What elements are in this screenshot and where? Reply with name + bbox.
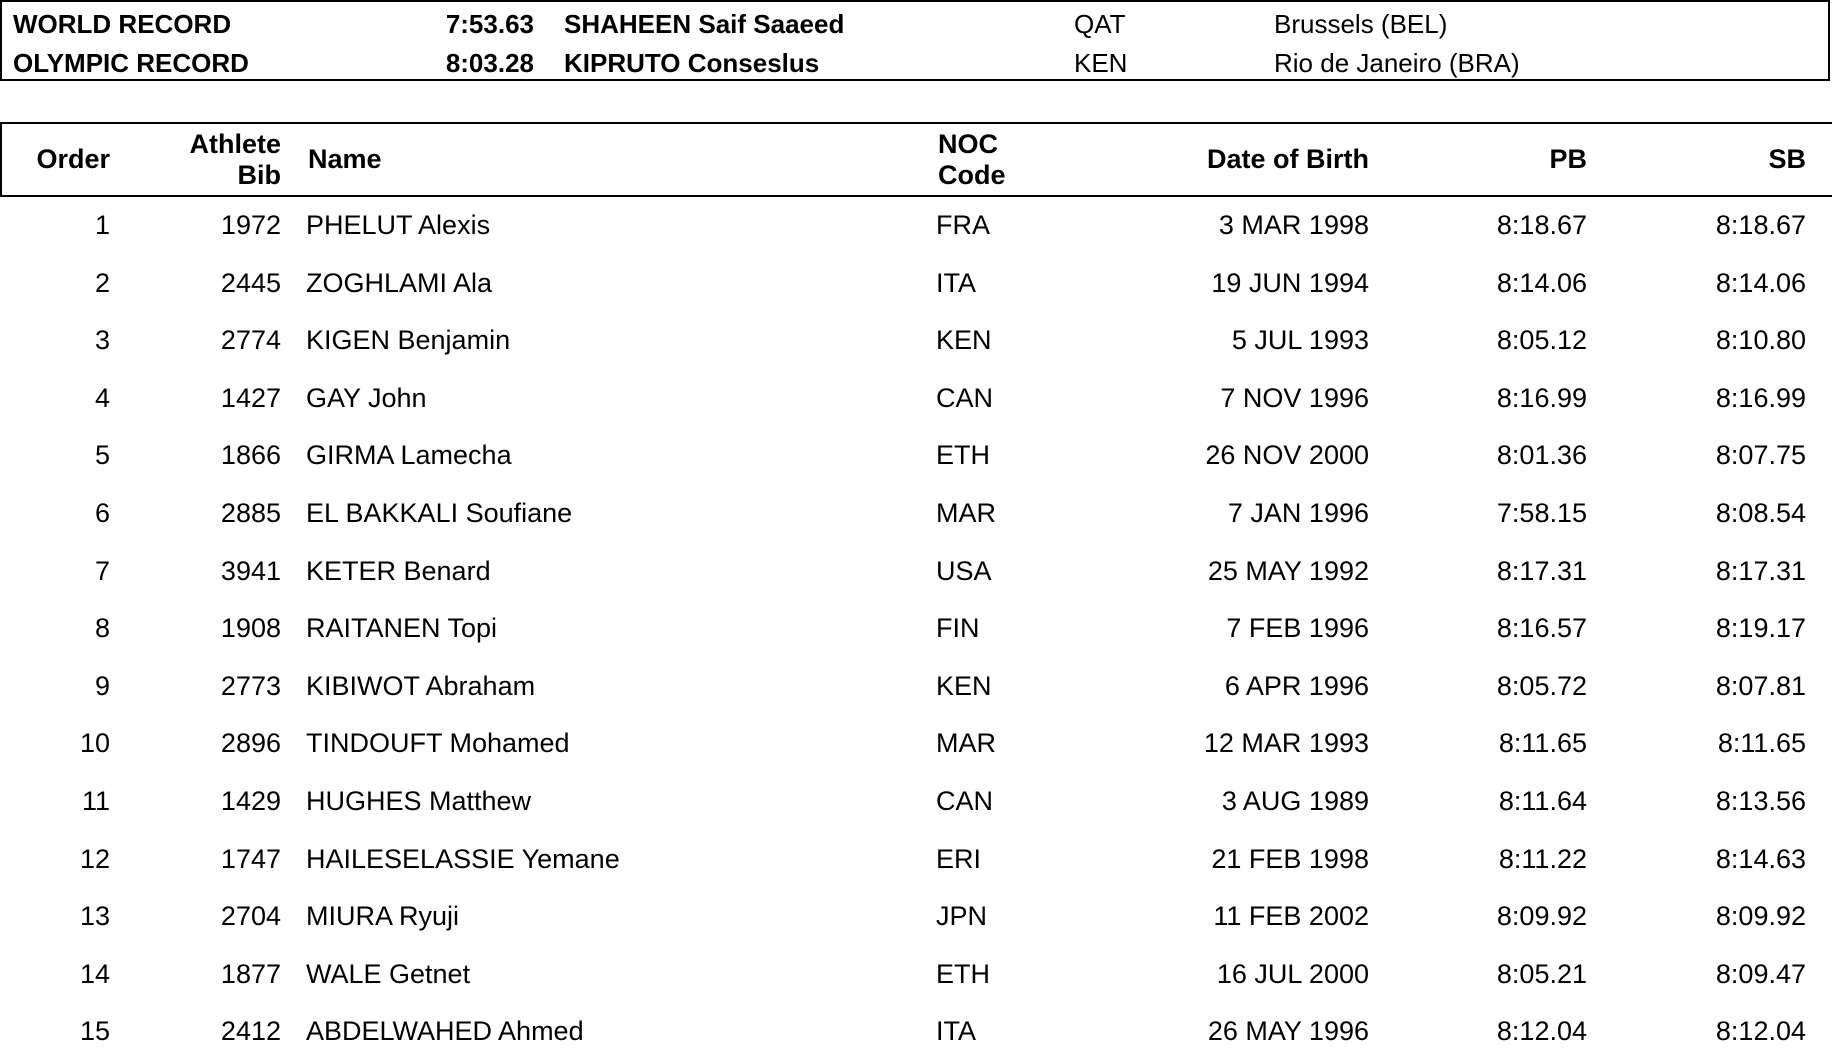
- cell-dob: 26 NOV 2000: [1205, 440, 1369, 471]
- cell-pb: 8:05.72: [1496, 670, 1587, 701]
- cell-pb: 8:17.31: [1496, 555, 1587, 586]
- table-row: [0, 485, 1832, 543]
- cell-pb: 8:11.65: [1498, 728, 1587, 759]
- cell-noc: FIN: [936, 613, 980, 644]
- cell-bib: 2774: [220, 325, 281, 356]
- header-name: Name: [308, 144, 382, 174]
- header-sb: SB: [1768, 144, 1806, 174]
- cell-dob: 25 MAY 1992: [1207, 555, 1369, 586]
- cell-dob: 7 NOV 1996: [1220, 382, 1369, 413]
- cell-name: WALE Getnet: [306, 958, 471, 989]
- cell-sb: 8:14.06: [1715, 267, 1806, 298]
- table-row: [0, 600, 1832, 658]
- cell-dob: 3 AUG 1989: [1221, 785, 1369, 816]
- cell-noc: USA: [936, 555, 992, 586]
- header-noc-line2: Code: [938, 159, 1006, 190]
- cell-sb: 8:14.63: [1715, 843, 1806, 874]
- cell-order: 11: [81, 785, 110, 816]
- cell-name: ABDELWAHED Ahmed: [306, 1016, 584, 1047]
- table-header: [0, 122, 1832, 197]
- record-label: WORLD RECORD: [13, 9, 232, 39]
- cell-pb: 8:16.99: [1496, 382, 1587, 413]
- cell-dob: 19 JUN 1994: [1211, 267, 1369, 298]
- cell-sb: 8:07.75: [1715, 440, 1806, 471]
- cell-noc: MAR: [936, 497, 996, 528]
- cell-name: RAITANEN Topi: [306, 613, 498, 644]
- header-date-of-birth: Date of Birth: [1207, 144, 1369, 174]
- cell-noc: ITA: [936, 1016, 976, 1047]
- record-place: Brussels (BEL): [1274, 9, 1448, 39]
- cell-pb: 8:05.21: [1496, 958, 1587, 989]
- table-row: [0, 370, 1832, 428]
- cell-bib: 1427: [220, 382, 281, 413]
- cell-noc: JPN: [936, 901, 988, 932]
- cell-dob: 12 MAR 1993: [1203, 728, 1369, 759]
- record-noc: QAT: [1074, 9, 1126, 39]
- table-row: [0, 773, 1832, 831]
- cell-bib: 2885: [220, 497, 281, 528]
- cell-bib: 1877: [220, 958, 281, 989]
- cell-noc: CAN: [936, 382, 994, 413]
- cell-name: KIGEN Benjamin: [306, 325, 511, 356]
- cell-name: TINDOUFT Mohamed: [306, 728, 570, 759]
- world-record-row: [2, 4, 1828, 44]
- record-label: OLYMPIC RECORD: [13, 48, 249, 78]
- cell-pb: 8:05.12: [1496, 325, 1587, 356]
- cell-name: HAILESELASSIE Yemane: [306, 843, 620, 874]
- cell-order: 9: [94, 670, 110, 701]
- cell-dob: 11 FEB 2002: [1213, 901, 1369, 932]
- record-time: 8:03.28: [445, 48, 534, 78]
- olympic-record-row: [2, 43, 1828, 83]
- cell-order: 14: [79, 958, 110, 989]
- cell-sb: 8:13.56: [1715, 785, 1806, 816]
- cell-sb: 8:07.81: [1715, 670, 1806, 701]
- cell-pb: 8:09.92: [1496, 901, 1587, 932]
- records-box: [0, 0, 1830, 81]
- cell-noc: FRA: [936, 210, 990, 240]
- cell-noc: ITA: [936, 267, 976, 298]
- cell-order: 12: [79, 843, 110, 874]
- cell-name: ZOGHLAMI Ala: [306, 267, 493, 298]
- header-bib-line2: Bib: [237, 159, 281, 190]
- cell-bib: 2412: [220, 1016, 281, 1047]
- cell-order: 15: [79, 1016, 110, 1047]
- table-row: [0, 255, 1832, 313]
- cell-pb: 8:11.22: [1498, 843, 1587, 874]
- cell-noc: ETH: [936, 440, 990, 471]
- cell-sb: 8:08.54: [1715, 497, 1806, 528]
- cell-sb: 8:12.04: [1715, 1016, 1806, 1047]
- cell-dob: 5 JUL 1993: [1231, 325, 1369, 356]
- cell-name: HUGHES Matthew: [306, 785, 532, 816]
- cell-sb: 8:10.80: [1715, 325, 1806, 356]
- header-noc-line1: NOC: [938, 128, 998, 159]
- record-time: 7:53.63: [445, 9, 534, 39]
- cell-pb: 8:01.36: [1496, 440, 1587, 471]
- cell-bib: 1866: [220, 440, 281, 471]
- table-row: [0, 427, 1832, 485]
- cell-dob: 16 JUL 2000: [1216, 958, 1369, 989]
- cell-order: 7: [94, 555, 110, 586]
- table-row: [0, 312, 1832, 370]
- table-row: [0, 658, 1832, 716]
- cell-dob: 7 JAN 1996: [1227, 497, 1369, 528]
- cell-order: 2: [94, 267, 110, 298]
- cell-dob: 6 APR 1996: [1224, 670, 1369, 701]
- cell-pb: 8:18.67: [1496, 210, 1587, 240]
- cell-noc: KEN: [936, 670, 992, 701]
- table-row: [0, 1003, 1832, 1061]
- table-body: [0, 197, 1832, 1061]
- table-row: [0, 715, 1832, 773]
- cell-sb: 8:18.67: [1715, 210, 1806, 240]
- cell-bib: 2704: [220, 901, 281, 932]
- cell-pb: 8:14.06: [1496, 267, 1587, 298]
- cell-name: GIRMA Lamecha: [306, 440, 512, 471]
- cell-bib: 1747: [220, 843, 281, 874]
- cell-name: EL BAKKALI Soufiane: [306, 497, 573, 528]
- cell-name: KETER Benard: [306, 555, 491, 586]
- cell-order: 13: [79, 901, 110, 932]
- cell-bib: 3941: [220, 555, 281, 586]
- cell-sb: 8:09.47: [1715, 958, 1806, 989]
- cell-name: PHELUT Alexis: [306, 210, 491, 240]
- cell-name: GAY John: [306, 382, 427, 413]
- cell-order: 6: [94, 497, 110, 528]
- header-order: Order: [36, 144, 110, 174]
- table-row: [0, 888, 1832, 946]
- cell-bib: 1429: [220, 785, 281, 816]
- table-row: [0, 831, 1832, 889]
- table-row: [0, 946, 1832, 1004]
- cell-pb: 7:58.15: [1496, 497, 1587, 528]
- record-noc: KEN: [1074, 48, 1128, 78]
- cell-noc: ETH: [936, 958, 990, 989]
- cell-sb: 8:16.99: [1715, 382, 1806, 413]
- header-bib-line1: Athlete: [189, 128, 281, 159]
- cell-name: KIBIWOT Abraham: [306, 670, 536, 701]
- record-place: Rio de Janeiro (BRA): [1274, 48, 1520, 78]
- header-athlete-bib: [189, 124, 281, 195]
- cell-noc: ERI: [936, 843, 982, 874]
- header-noc-code: [938, 124, 1006, 195]
- cell-pb: 8:12.04: [1496, 1016, 1587, 1047]
- cell-noc: KEN: [936, 325, 992, 356]
- cell-bib: 2773: [220, 670, 281, 701]
- cell-dob: 3 MAR 1998: [1218, 210, 1369, 240]
- cell-noc: CAN: [936, 785, 994, 816]
- cell-bib: 1908: [220, 613, 281, 644]
- header-pb: PB: [1549, 144, 1587, 174]
- cell-order: 5: [94, 440, 110, 471]
- cell-sb: 8:19.17: [1715, 613, 1806, 644]
- cell-sb: 8:17.31: [1715, 555, 1806, 586]
- cell-bib: 2445: [220, 267, 281, 298]
- cell-dob: 26 MAY 1996: [1207, 1016, 1369, 1047]
- record-athlete: SHAHEEN Saif Saaeed: [564, 9, 845, 39]
- start-list-table: [0, 122, 1832, 1061]
- cell-sb: 8:09.92: [1715, 901, 1806, 932]
- cell-bib: 2896: [220, 728, 281, 759]
- cell-order: 1: [94, 210, 110, 240]
- cell-dob: 7 FEB 1996: [1226, 613, 1369, 644]
- cell-noc: MAR: [936, 728, 996, 759]
- cell-order: 10: [79, 728, 110, 759]
- cell-order: 8: [94, 613, 110, 644]
- table-row: [0, 197, 1832, 255]
- cell-pb: 8:11.64: [1498, 785, 1587, 816]
- cell-dob: 21 FEB 1998: [1211, 843, 1369, 874]
- cell-bib: 1972: [220, 210, 281, 240]
- cell-order: 3: [94, 325, 110, 356]
- record-athlete: KIPRUTO Conseslus: [564, 48, 820, 78]
- cell-name: MIURA Ryuji: [306, 901, 460, 932]
- cell-pb: 8:16.57: [1496, 613, 1587, 644]
- cell-sb: 8:11.65: [1717, 728, 1806, 759]
- table-row: [0, 543, 1832, 601]
- cell-order: 4: [94, 382, 110, 413]
